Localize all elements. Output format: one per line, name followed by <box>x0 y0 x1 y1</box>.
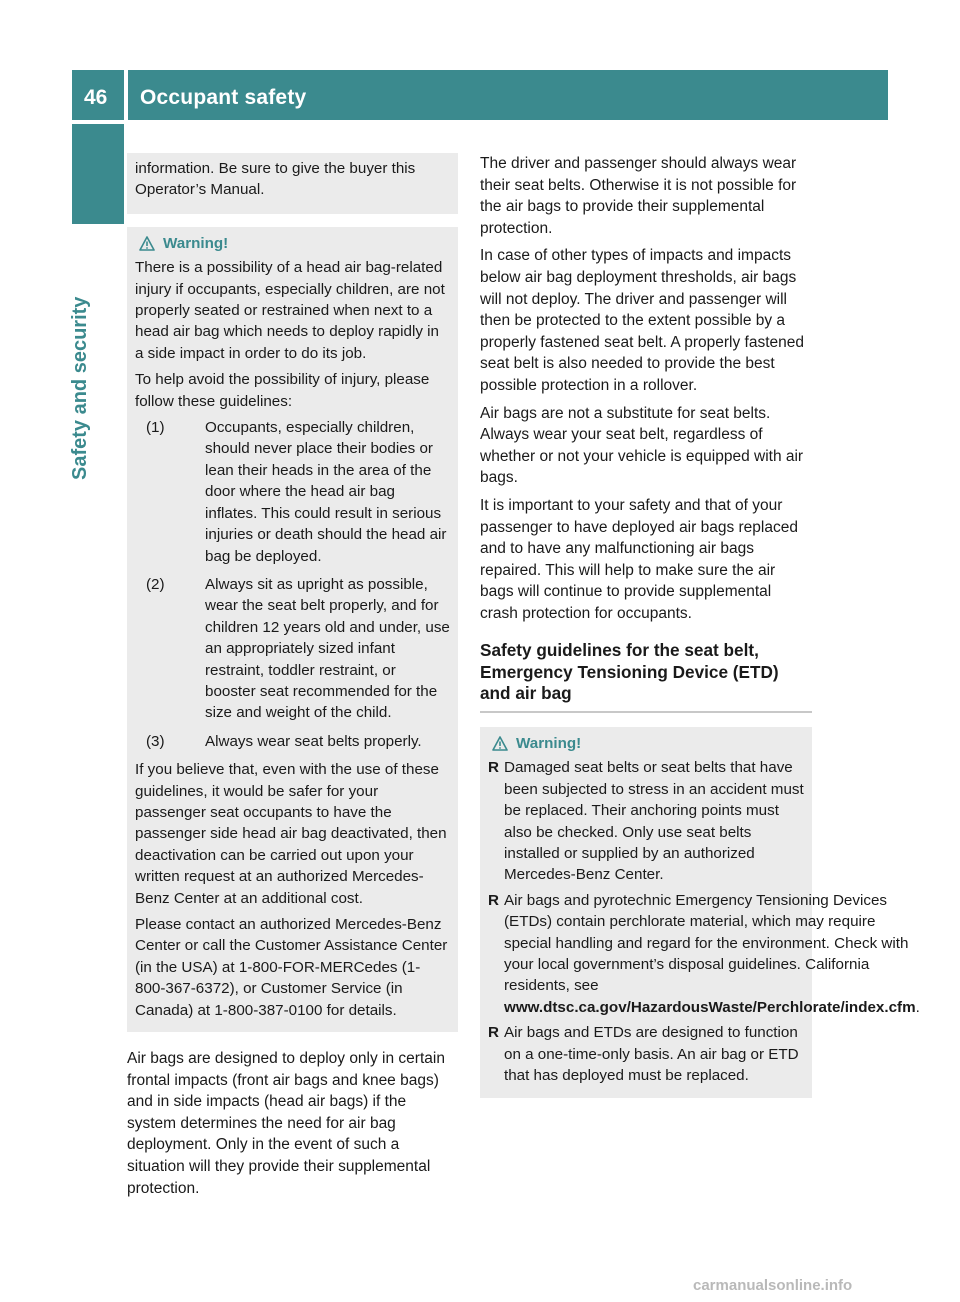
body-paragraph: In case of other types of impacts and impacts below air bag deployment thresholds, air bags will not deploy. The driver and passenger will then be protected to the extent possible by a properly fastened seat belt. A properly fastened seat belt is also needed to provide the best possible protection in a rollover. <box>480 247 804 394</box>
chapter-label: Safety and security <box>68 296 91 480</box>
list-item: R Air bags and ETDs are designed to function on a one-time-only basis. An air bag or ETD that has deployed must be replaced. <box>488 1022 804 1086</box>
watermark: carmanualsonline.info <box>693 1277 853 1294</box>
warning-intro: There is a possibility of a head air bag-related injury if occupants, especially children, are not properly seated or restrained when next to a head air bag which needs to deploy rapidly in a side impact in order to do its job. <box>135 259 445 362</box>
chapter-tab <box>72 124 124 224</box>
warning-heading <box>139 233 450 254</box>
bullet-marker: R <box>488 891 499 909</box>
perchlorate-url[interactable]: www.dtsc.ca.gov/HazardousWaste/Perchlorate/index.cfm <box>504 998 916 1016</box>
warning-triangle-icon <box>139 236 155 251</box>
warning-heading <box>492 733 804 754</box>
page-title: Occupant safety <box>140 86 307 109</box>
continued-note: information. Be sure to give the buyer this Operator’s Manual. <box>135 160 416 199</box>
bullet-marker: R <box>488 1024 499 1042</box>
list-item: (1) Occupants, especially children, should never place their bodies or lean their heads in the area of the door where the head air bag inflates. This could result in serious injuries or death should the head air bag be deployed. <box>146 419 447 565</box>
guidelines-intro: To help avoid the possibility of injury, please follow these guidelines: <box>135 371 430 410</box>
body-paragraph: Air bags are designed to deploy only in certain frontal impacts (front air bags and knee bags) and in side impacts (head air bags) if the system determines the need for air bag deployment. Only in the event of such a situation will they provide their supplemental protection. <box>127 1050 445 1197</box>
right-column <box>480 153 920 1098</box>
body-paragraph: Air bags are not a substitute for seat belts. Always wear your seat belt, regardless of whether or not your vehicle is equipped with air bags. <box>480 404 804 487</box>
warning-box-seat-belt <box>480 727 920 1099</box>
list-item: R Air bags and pyrotechnic Emergency Tensioning Devices (ETDs) contain perchlorate material, which may require special handling and regard for the environment. Check with your local government’s disposal guidelines. California residents, see www.dtsc.ca.gov/HazardousWaste/Perchlorate/index.cfm. <box>488 890 804 1018</box>
warning-label: Warning! <box>163 234 229 252</box>
bullet-marker: R <box>488 759 499 777</box>
warning-bullets <box>488 757 920 1086</box>
contact-note: Please contact an authorized Mercedes-Benz Center or call the Customer Assistance Center (in the USA) at 1-800-FOR-MERCedes (1-800-367-6372), or Customer Service (in Canada) at 1-800-387-0100 for details. <box>135 916 448 1019</box>
left-column <box>127 153 458 1205</box>
body-paragraph: The driver and passenger should always wear their seat belts. Otherwise it is not possible for the air bags to provide their supplemental protection. <box>480 155 797 237</box>
warning-box-head-airbag <box>127 227 458 1032</box>
page-number: 46 <box>84 86 108 109</box>
warning-triangle-icon <box>492 736 508 751</box>
body-paragraph: It is important to your safety and that of your passenger to have deployed air bags replaced and to have any malfunctioning air bags repaired. This will help to make sure the air bags will continue to provide supplemental crash protection for occupants. <box>480 496 798 622</box>
section-heading: Safety guidelines for the seat belt, Emergency Tensioning Device (ETD) and air bag <box>480 640 812 713</box>
deactivation-note: If you believe that, even with the use of these guidelines, it would be safer for your passenger seat occupants to have the passenger side head air bag deactivated, then deactivation can be carried out upon your written request at an authorized Mercedes-Benz Center at an additional cost. <box>135 761 447 907</box>
list-item: (3) Always wear seat belts properly. <box>146 732 422 750</box>
guidelines-list <box>135 417 450 752</box>
continued-note-box <box>127 153 458 214</box>
warning-label: Warning! <box>516 734 582 752</box>
list-item: (2) Always sit as upright as possible, wear the seat belt properly, and for children 12 years old and under, use an appropriately sized infant restraint, toddler restraint, or booster seat recommended for the size and weight of the child. <box>146 575 450 722</box>
list-item: R Damaged seat belts or seat belts that have been subjected to stress in an accident must be replaced. Their anchoring points must also be checked. Only use seat belts installed or supplied by an authorized Mercedes-Benz Center. <box>488 757 804 885</box>
